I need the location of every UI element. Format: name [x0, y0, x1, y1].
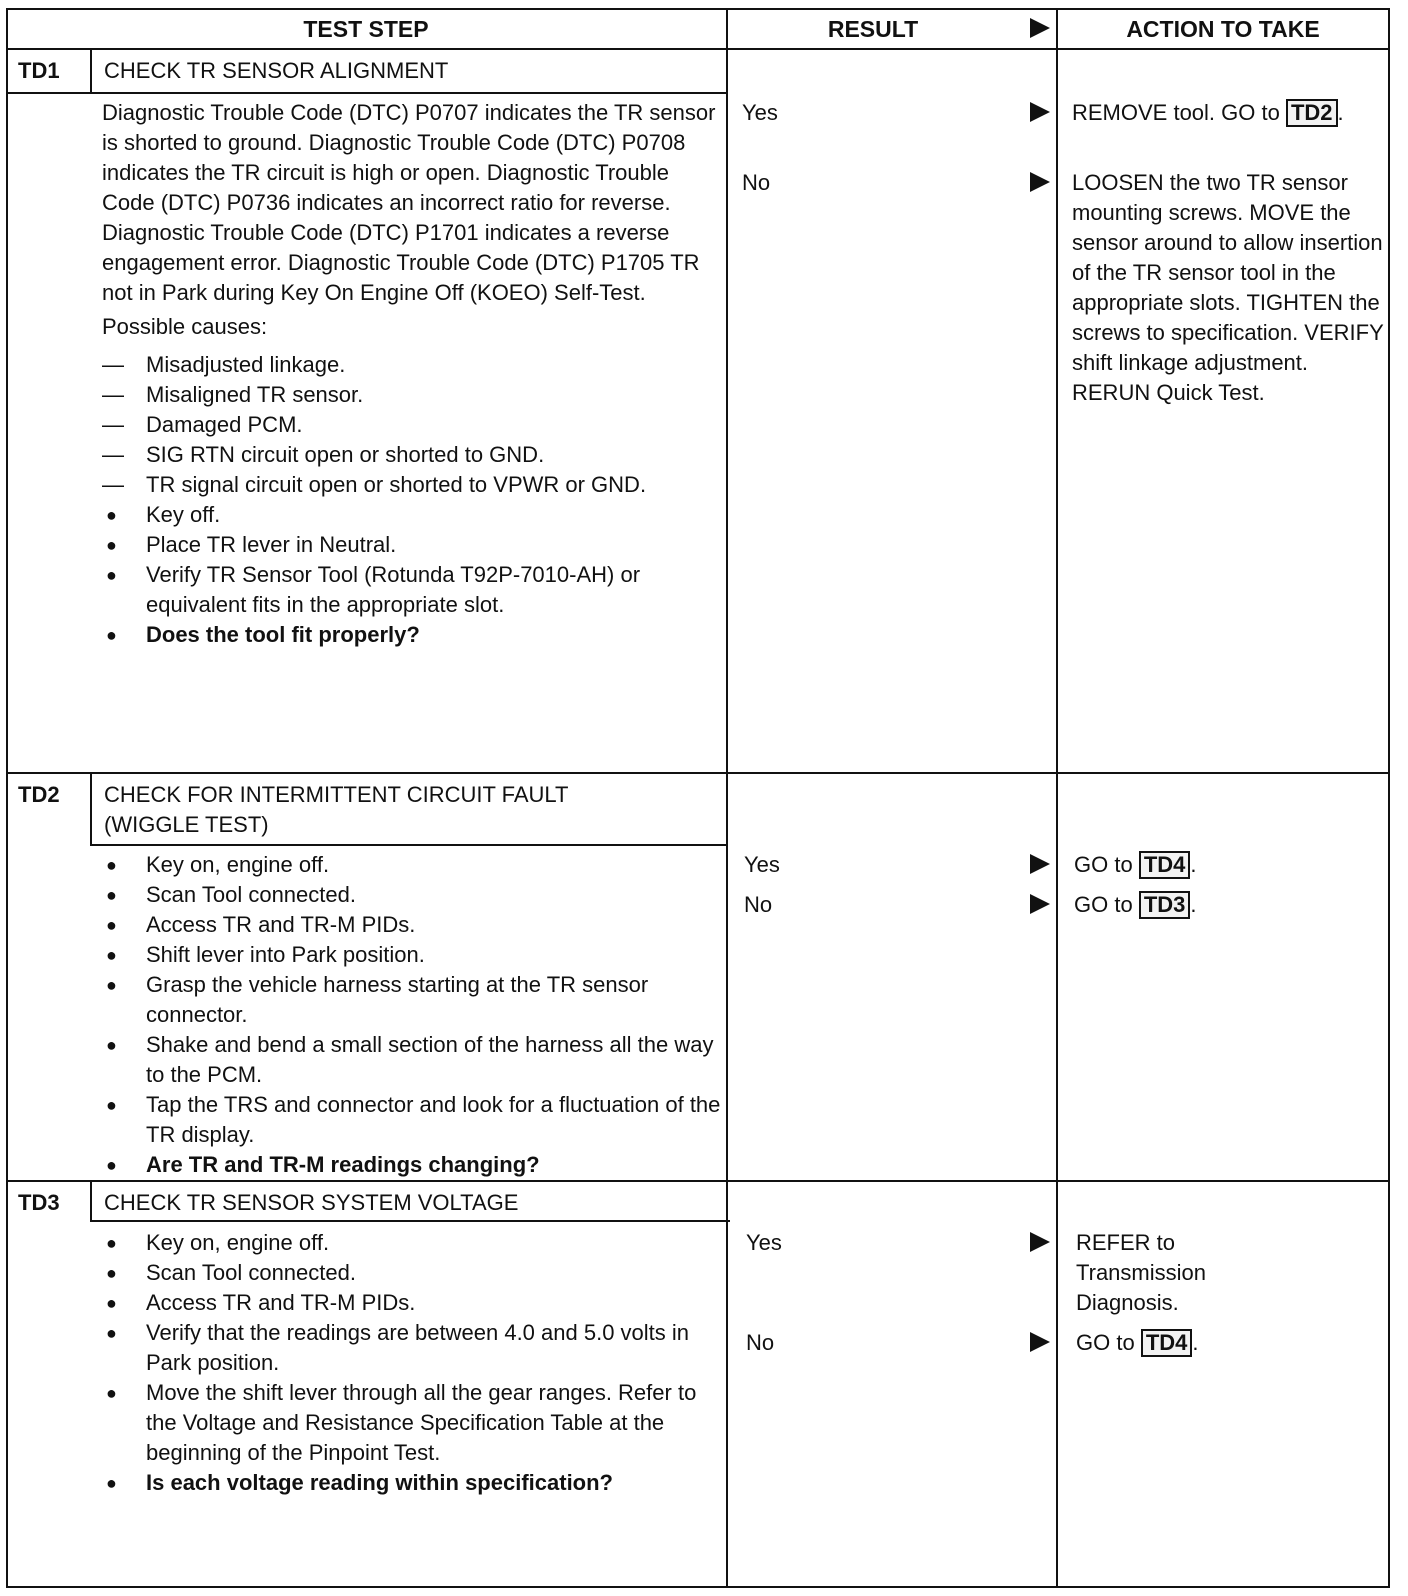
list-item: ● Access TR and TR-M PIDs.: [102, 1288, 722, 1318]
td1-title-underline: [6, 92, 726, 94]
td1-title: CHECK TR SENSOR ALIGNMENT: [104, 58, 449, 83]
header-action: ACTION TO TAKE: [1126, 16, 1320, 42]
table-border-right: [1388, 8, 1390, 1588]
td2-body: [102, 850, 722, 1180]
td2-no-action-end: .: [1190, 892, 1197, 917]
list-item: ● Key on, engine off.: [102, 850, 722, 880]
td1-description: Diagnostic Trouble Code (DTC) P0707 indicates the TR sensor is shorted to ground. Diagnostic Trouble Code (DTC) P0708 indicates the TR circuit is high or open. Diagnostic Trouble Code (DTC) P0736 indicates an incorrect ratio for reverse. Diagnostic Trouble Code (DTC) P1701 indicates a reverse engagement error. Diagnostic Trouble Code (DTC) P1705 TR not in Park during Key On Engine Off (KOEO) Self-Test.: [102, 100, 716, 305]
header-divider: [6, 48, 1390, 50]
td3-steps-list: [102, 1228, 722, 1498]
row-divider-td3: [6, 1180, 1390, 1182]
td2-yes-action: [1074, 850, 1197, 880]
list-item: ● Tap the TRS and connector and look for a fluctuation of the TR display.: [102, 1090, 722, 1150]
td1-causes-list: [102, 350, 718, 500]
td1-causes-label: Possible causes:: [102, 314, 268, 339]
td1-yes-action-text: REMOVE tool. GO to: [1072, 100, 1280, 125]
table-border-top: [6, 8, 1390, 10]
diagnostic-table: [6, 8, 1390, 1588]
header-arrow-icon: [1030, 18, 1050, 38]
td3-result-no: No: [746, 1330, 775, 1355]
header-result: RESULT: [827, 16, 919, 42]
td2-no-action-text: GO to: [1074, 892, 1133, 917]
list-item: ● Shift lever into Park position.: [102, 940, 722, 970]
list-item: ● Shake and bend a small section of the harness all the way to the PCM.: [102, 1030, 722, 1090]
td1-yes-arrow-icon: [1030, 102, 1050, 122]
column-divider-action: [1056, 8, 1058, 1588]
td2-result-no: No: [744, 892, 773, 917]
td2-no-action: [1074, 890, 1197, 920]
td1-yes-action-ref[interactable]: TD2: [1286, 99, 1338, 127]
td2-steps-list: [102, 850, 722, 1180]
td3-title-underline: [90, 1220, 730, 1222]
td1-yes-action: [1072, 98, 1372, 128]
td2-yes-arrow-icon: [1030, 854, 1050, 874]
td1-steps-list: [102, 500, 718, 650]
td2-question: ● Are TR and TR-M readings changing?: [102, 1150, 722, 1180]
td2-id-divider: [90, 772, 92, 844]
td3-result-yes: Yes: [746, 1230, 782, 1255]
list-item: ● Verify TR Sensor Tool (Rotunda T92P-7010-AH) or equivalent fits in the appropriate slot.: [102, 560, 718, 620]
td3-id-divider: [90, 1180, 92, 1220]
list-item: ● Access TR and TR-M PIDs.: [102, 910, 722, 940]
list-item: — TR signal circuit open or shorted to VPWR or GND.: [102, 470, 718, 500]
list-item: — SIG RTN circuit open or shorted to GND.: [102, 440, 718, 470]
td2-no-action-ref[interactable]: TD3: [1139, 891, 1191, 919]
td3-yes-arrow-icon: [1030, 1232, 1050, 1252]
td2-title-underline: [90, 844, 726, 846]
table-border-left: [6, 8, 8, 1588]
td1-no-arrow-icon: [1030, 172, 1050, 192]
td1-id: TD1: [18, 58, 60, 83]
list-item: ● Scan Tool connected.: [102, 880, 722, 910]
header-test-step: TEST STEP: [303, 16, 429, 42]
list-item: ● Key on, engine off.: [102, 1228, 722, 1258]
td3-no-action-text: GO to: [1076, 1330, 1135, 1355]
td3-body: [102, 1228, 722, 1498]
td3-no-action: [1076, 1328, 1199, 1358]
td2-yes-action-text: GO to: [1074, 852, 1133, 877]
list-item: ● Place TR lever in Neutral.: [102, 530, 718, 560]
list-item: — Misaligned TR sensor.: [102, 380, 718, 410]
list-item: ● Scan Tool connected.: [102, 1258, 722, 1288]
td3-yes-action: REFER to Transmission Diagnosis.: [1076, 1230, 1206, 1315]
list-item: — Damaged PCM.: [102, 410, 718, 440]
td3-no-arrow-icon: [1030, 1332, 1050, 1352]
list-item: — Misadjusted linkage.: [102, 350, 718, 380]
td1-id-divider: [90, 48, 92, 92]
td2-title: CHECK FOR INTERMITTENT CIRCUIT FAULT (WIGGLE TEST): [104, 782, 569, 837]
td2-id: TD2: [18, 782, 60, 807]
list-item: ● Verify that the readings are between 4.0 and 5.0 volts in Park position.: [102, 1318, 722, 1378]
td1-result-yes: Yes: [742, 100, 778, 125]
td2-yes-action-end: .: [1190, 852, 1197, 877]
td1-yes-action-end: .: [1337, 100, 1344, 125]
table-border-bottom: [6, 1586, 1390, 1588]
td2-no-arrow-icon: [1030, 894, 1050, 914]
td1-no-action: LOOSEN the two TR sensor mounting screws. MOVE the sensor around to allow insertion of the TR sensor tool in the appropriate slots. TIGHTEN the screws to specification. VERIFY shift linkage adjustment. RERUN Quick Test.: [1072, 170, 1384, 405]
td3-title: CHECK TR SENSOR SYSTEM VOLTAGE: [104, 1190, 519, 1215]
row-divider-td2: [6, 772, 1390, 774]
td1-result-no: No: [742, 170, 771, 195]
td3-no-action-ref[interactable]: TD4: [1141, 1329, 1193, 1357]
td2-result-yes: Yes: [744, 852, 780, 877]
td1-question: ● Does the tool fit properly?: [102, 620, 718, 650]
td1-body: [102, 98, 718, 650]
column-divider-result: [726, 8, 728, 1588]
td3-id: TD3: [18, 1190, 60, 1215]
td3-no-action-end: .: [1192, 1330, 1199, 1355]
list-item: ● Key off.: [102, 500, 718, 530]
list-item: ● Grasp the vehicle harness starting at the TR sensor connector.: [102, 970, 722, 1030]
td2-yes-action-ref[interactable]: TD4: [1139, 851, 1191, 879]
list-item: ● Move the shift lever through all the gear ranges. Refer to the Voltage and Resistance Specification Table at the beginning of the Pinpoint Test.: [102, 1378, 722, 1468]
td3-question: ● Is each voltage reading within specification?: [102, 1468, 722, 1498]
